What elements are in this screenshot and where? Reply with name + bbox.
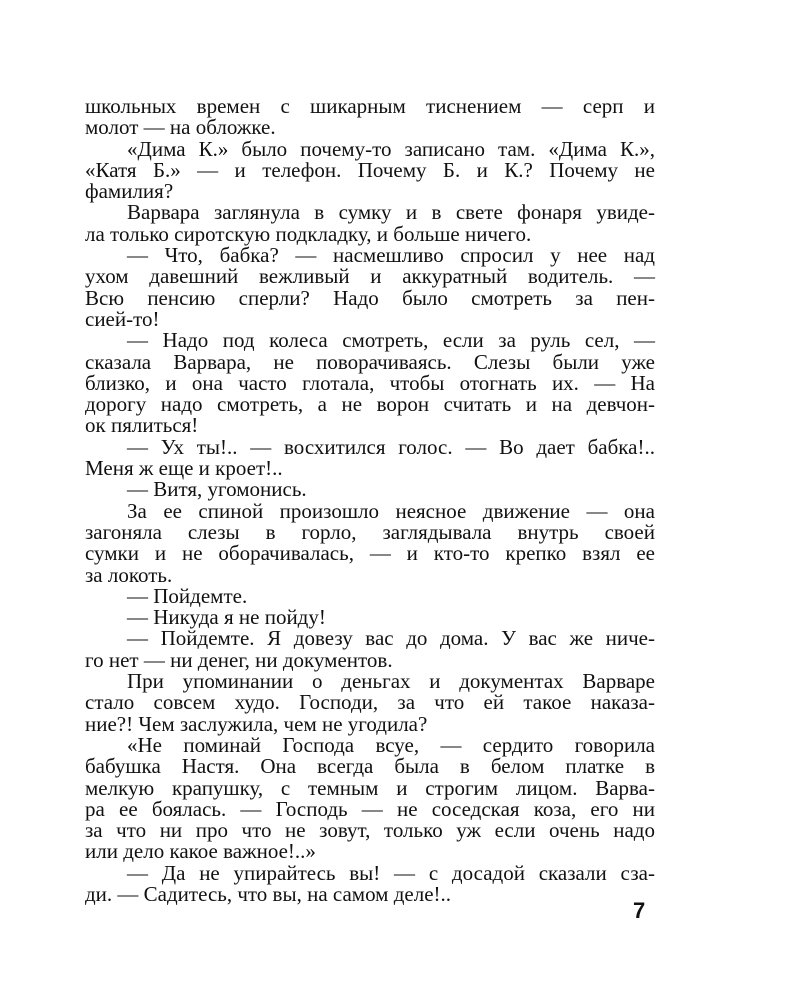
- text-line: «Не поминай Господа всуе, — сердито говорила: [127, 732, 655, 757]
- text-line: Варвара заглянула в сумку и в свете фонаря увиде-: [127, 200, 655, 225]
- text-line: — Да не упирайтесь вы! — с досадой сказали сза-: [127, 860, 655, 885]
- text-line: школьных времен с шикарным тиснением — серп и: [85, 94, 655, 118]
- text-line: ра ее боялась. — Господь — не соседская коза, его ни: [85, 796, 655, 821]
- text-line: — Никуда я не пойду!: [127, 605, 326, 630]
- text-line: сией-то!: [85, 306, 160, 331]
- text-line: близко, и она часто глотала, чтобы отогнать их. — На: [85, 370, 655, 395]
- text-line: или дело какое важное!..»: [85, 839, 316, 864]
- text-line: молот — на обложке.: [85, 115, 276, 140]
- text-line: ок пялиться!: [85, 413, 199, 438]
- text-line: ние?! Чем заслужила, чем не угодила?: [85, 711, 428, 736]
- text-line: «Дима К.» было почему-то записано там. «Дима К.»,: [127, 136, 655, 161]
- text-line: фамилия?: [85, 179, 174, 204]
- text-line: за что ни про что не зовут, только уж если очень надо: [85, 818, 655, 843]
- text-line: стало совсем худо. Господи, за что ей такое наказа-: [85, 690, 655, 715]
- text-line: ухом давешний вежливый и аккуратный водитель. —: [85, 264, 655, 289]
- text-line: сказала Варвара, не поворачиваясь. Слезы были уже: [85, 349, 655, 374]
- text-line: — Витя, угомонись.: [127, 477, 307, 502]
- text-line: «Катя Б.» — и телефон. Почему Б. и К.? Почему не: [85, 157, 655, 182]
- text-line: загоняла слезы в горло, заглядывала внутрь своей: [85, 519, 655, 544]
- text-line: — Пойдемте. Я довезу вас до дома. У вас же ниче-: [127, 626, 655, 651]
- text-line: Всю пенсию сперли? Надо было смотреть за пен-: [85, 285, 655, 310]
- text-line: ла только сиротскую подкладку, и больше ничего.: [85, 221, 532, 246]
- text-line: дорогу надо смотреть, а не ворон считать и на девчон-: [85, 392, 655, 417]
- text-line: ди. — Садитесь, что вы, на самом деле!..: [85, 881, 452, 906]
- text-line: сумки и не оборачивалась, — и кто-то крепко взял ее: [85, 541, 655, 566]
- text-line: — Пойдемте.: [127, 583, 248, 608]
- text-line: Меня ж еще и кроет!..: [85, 456, 283, 481]
- book-page-text: [85, 96, 655, 905]
- text-line: бабушка Настя. Она всегда была в белом платке в: [85, 754, 655, 779]
- text-line: мелкую крапушку, с темным и строгим лицом. Варва-: [85, 775, 655, 800]
- page-number: 7: [633, 898, 646, 923]
- text-line: за локоть.: [85, 562, 173, 587]
- text-line: За ее спиной произошло неясное движение — она: [127, 498, 655, 523]
- text-line: — Что, бабка? — насмешливо спросил у нее над: [127, 243, 655, 268]
- text-line: — Ух ты!.. — восхитился голос. — Во дает бабка!..: [127, 434, 655, 459]
- text-line: — Надо под колеса смотреть, если за руль сел, —: [127, 328, 655, 353]
- text-line: При упоминании о деньгах и документах Варваре: [127, 669, 655, 694]
- text-line: го нет — ни денег, ни документов.: [85, 647, 393, 672]
